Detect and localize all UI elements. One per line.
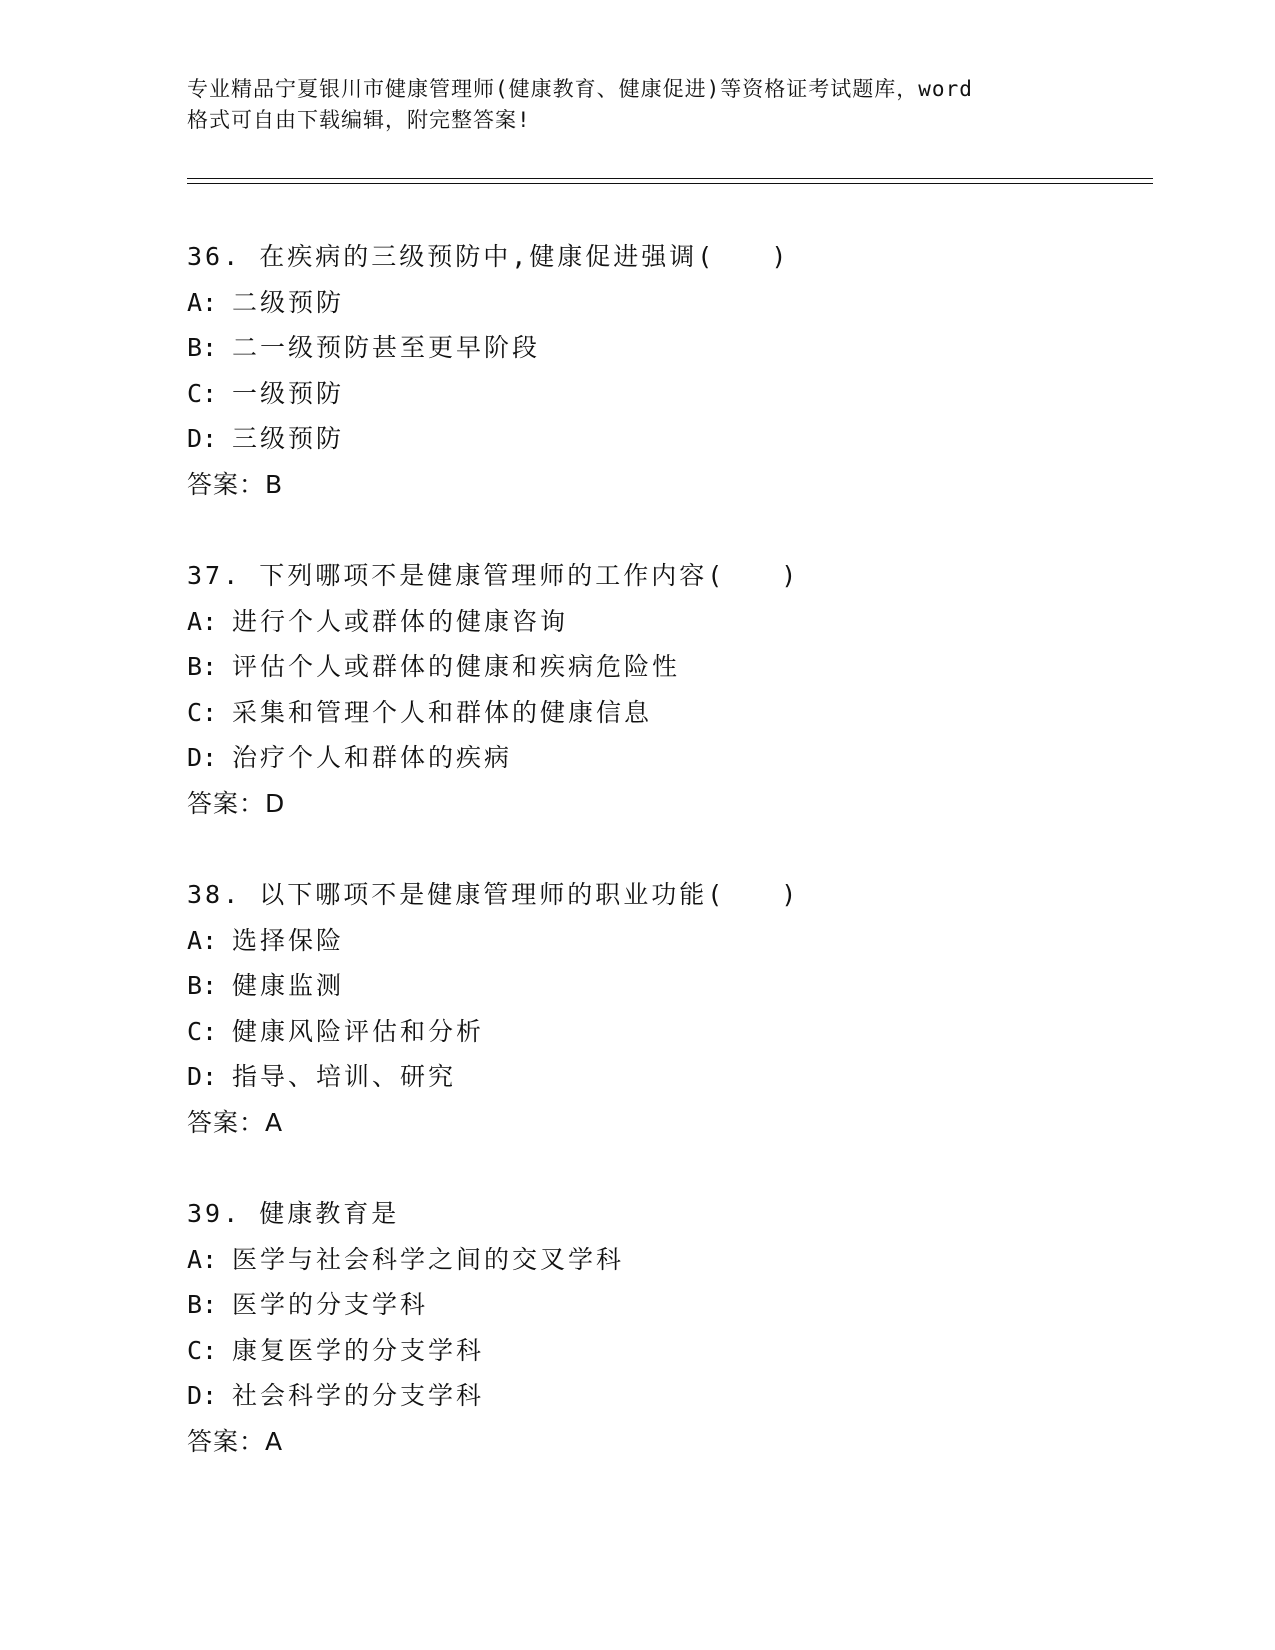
question-number: 36.: [187, 242, 242, 271]
question-stem: [187, 872, 1147, 918]
option-text: 选择保险: [232, 925, 345, 955]
option-key: C:: [187, 378, 218, 408]
option-key: B:: [187, 333, 218, 362]
option-a: [187, 280, 1147, 326]
option-text: 健康风险评估和分析: [232, 1016, 485, 1046]
option-text: 医学与社会科学之间的交叉学科: [232, 1244, 625, 1274]
option-a: [187, 1237, 1147, 1283]
question-number: 37.: [187, 561, 242, 590]
option-key: A:: [187, 1244, 218, 1274]
option-text: 进行个人或群体的健康咨询: [232, 606, 569, 636]
option-a: [187, 918, 1147, 964]
header-line-2: 格式可自由下载编辑，附完整答案!: [187, 108, 531, 132]
option-key: C:: [187, 1335, 218, 1365]
question-stem: [187, 1191, 1147, 1237]
option-key: D:: [187, 1381, 218, 1410]
answer-line: 答案：A: [187, 1426, 284, 1456]
question-text: 在疾病的三级预防中,健康促进强调( ): [259, 242, 790, 271]
option-text: 康复医学的分支学科: [232, 1335, 485, 1365]
header-divider-bottom: [187, 183, 1153, 184]
option-key: A:: [187, 606, 218, 636]
option-key: D:: [187, 1062, 218, 1091]
option-text: 一级预防: [232, 378, 345, 408]
option-b: [187, 644, 1147, 690]
option-d: [187, 1054, 1147, 1100]
option-key: B:: [187, 1290, 218, 1319]
option-key: B:: [187, 971, 218, 1000]
option-key: C:: [187, 697, 218, 727]
option-c: [187, 1328, 1147, 1374]
option-text: 医学的分支学科: [232, 1290, 429, 1319]
question-number: 38.: [187, 880, 242, 909]
option-text: 社会科学的分支学科: [232, 1381, 485, 1410]
option-text: 指导、培训、研究: [232, 1062, 457, 1091]
question-text: 健康教育是: [259, 1199, 400, 1228]
option-key: D:: [187, 424, 218, 453]
option-text: 采集和管理个人和群体的健康信息: [232, 697, 653, 727]
option-d: [187, 735, 1147, 781]
option-d: [187, 416, 1147, 462]
question-36: [187, 234, 1147, 507]
answer-line: 答案：B: [187, 469, 284, 499]
option-b: [187, 325, 1147, 371]
option-c: [187, 371, 1147, 417]
option-text: 二一级预防甚至更早阶段: [232, 333, 541, 362]
header-divider-top: [187, 178, 1153, 179]
answer-line: 答案：A: [187, 1107, 284, 1137]
option-key: A:: [187, 287, 218, 317]
question-stem: [187, 234, 1147, 280]
question-text: 以下哪项不是健康管理师的职业功能( ): [259, 880, 800, 909]
header-line-1: 专业精品宁夏银川市健康管理师(健康教育、健康促进)等资格证考试题库，word: [187, 77, 973, 101]
option-text: 治疗个人和群体的疾病: [232, 743, 513, 772]
question-37: [187, 553, 1147, 826]
option-text: 评估个人或群体的健康和疾病危险性: [232, 652, 681, 681]
question-text: 下列哪项不是健康管理师的工作内容( ): [259, 561, 800, 590]
question-number: 39.: [187, 1199, 242, 1228]
answer-line: 答案：D: [187, 788, 286, 818]
option-key: A:: [187, 925, 218, 955]
document-header: [187, 74, 1087, 136]
option-text: 三级预防: [232, 424, 345, 453]
option-text: 二级预防: [232, 287, 345, 317]
question-39: [187, 1191, 1147, 1464]
question-38: [187, 872, 1147, 1145]
option-key: C:: [187, 1016, 218, 1046]
question-stem: [187, 553, 1147, 599]
option-c: [187, 690, 1147, 736]
option-d: [187, 1373, 1147, 1419]
option-key: D:: [187, 743, 218, 772]
option-c: [187, 1009, 1147, 1055]
option-text: 健康监测: [232, 971, 345, 1000]
option-b: [187, 963, 1147, 1009]
option-a: [187, 599, 1147, 645]
option-key: B:: [187, 652, 218, 681]
option-b: [187, 1282, 1147, 1328]
